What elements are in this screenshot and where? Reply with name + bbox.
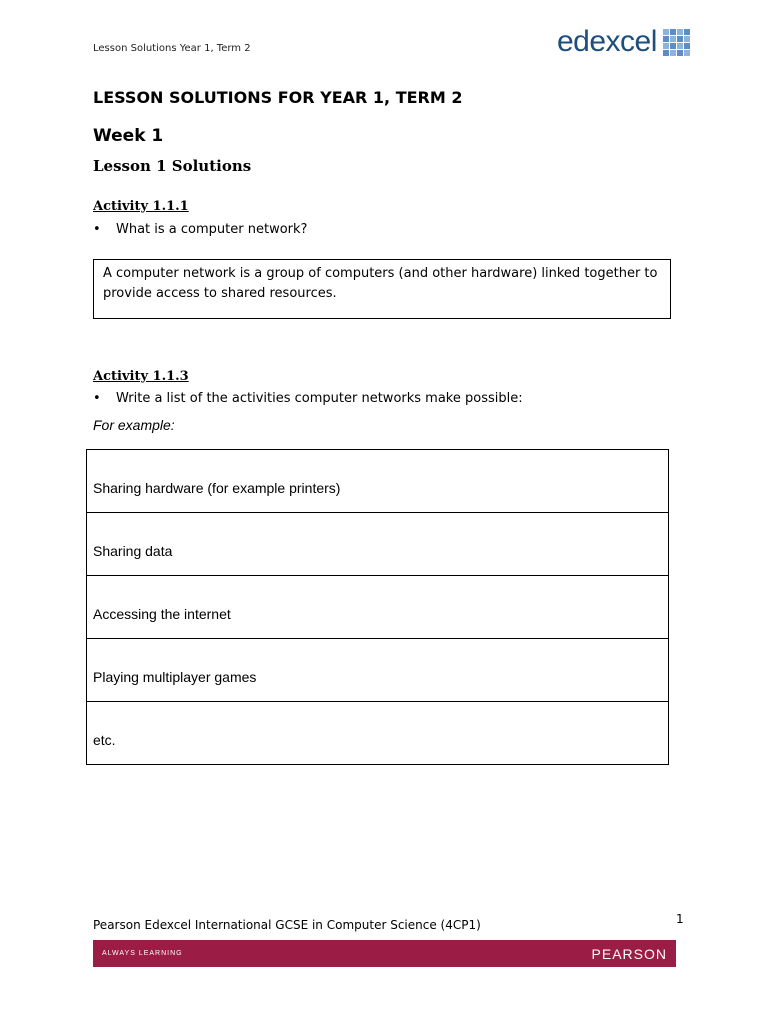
table-row bbox=[87, 513, 669, 576]
bullet-text: What is a computer network? bbox=[116, 222, 308, 237]
logo-grid-icon bbox=[663, 27, 691, 57]
week-heading: Week 1 bbox=[93, 126, 164, 146]
bullet-icon: • bbox=[93, 391, 101, 406]
table-cell: Accessing the internet bbox=[87, 576, 669, 639]
table-cell: Sharing data bbox=[87, 513, 669, 576]
table-row bbox=[87, 639, 669, 702]
lesson-heading: Lesson 1 Solutions bbox=[93, 157, 252, 175]
answer-box: A computer network is a group of computers (and other hardware) linked together to provide access to shared resources. bbox=[93, 259, 671, 319]
examples-table bbox=[86, 449, 669, 765]
bullet-icon: • bbox=[93, 222, 101, 237]
table-cell: Playing multiplayer games bbox=[87, 639, 669, 702]
bullet-item bbox=[93, 222, 307, 237]
activity-heading: Activity 1.1.3 bbox=[93, 369, 189, 384]
table-row bbox=[87, 450, 669, 513]
edexcel-logo bbox=[557, 27, 691, 57]
bullet-text: Write a list of the activities computer networks make possible: bbox=[116, 391, 523, 406]
activity-heading: Activity 1.1.1 bbox=[93, 199, 189, 214]
logo-wordmark: edexcel bbox=[557, 25, 657, 58]
footer-tagline: ALWAYS LEARNING bbox=[102, 950, 183, 957]
table-row bbox=[87, 576, 669, 639]
pearson-footer-bar bbox=[93, 940, 676, 967]
footer-qualification: Pearson Edexcel International GCSE in Computer Science (4CP1) bbox=[93, 918, 481, 932]
example-label: For example: bbox=[93, 417, 175, 433]
pearson-logo: PEARSON bbox=[591, 945, 667, 962]
page-number: 1 bbox=[676, 912, 684, 926]
table-cell: etc. bbox=[87, 702, 669, 765]
document-title: LESSON SOLUTIONS FOR YEAR 1, TERM 2 bbox=[93, 88, 463, 107]
bullet-item bbox=[93, 391, 523, 406]
running-header: Lesson Solutions Year 1, Term 2 bbox=[93, 43, 251, 54]
table-cell: Sharing hardware (for example printers) bbox=[87, 450, 669, 513]
table-row bbox=[87, 702, 669, 765]
